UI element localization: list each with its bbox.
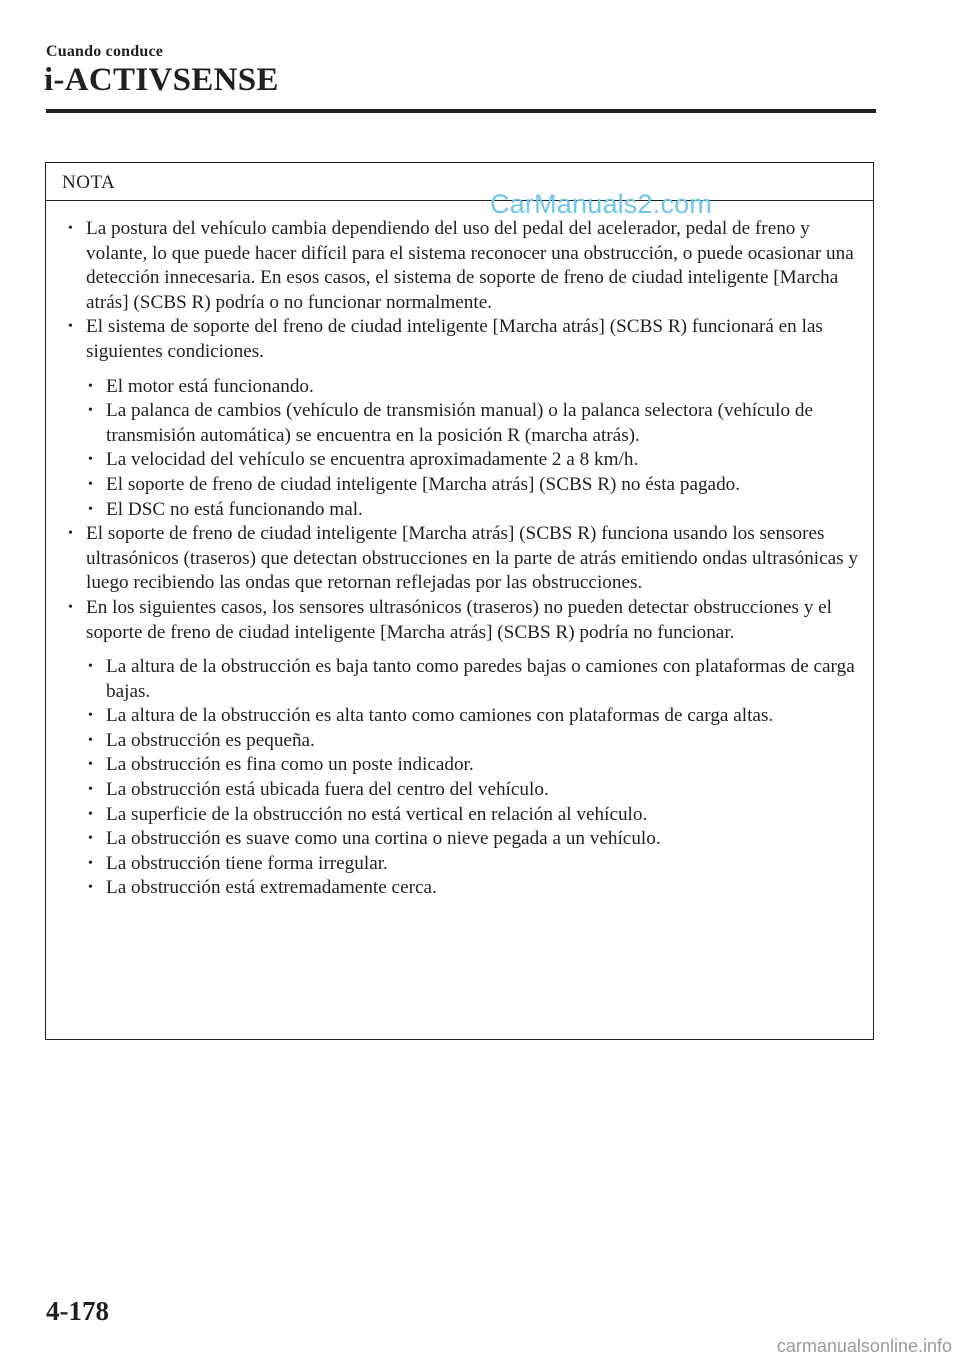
note-body [46, 201, 873, 901]
note-box [45, 162, 874, 1040]
sub-bullet: • La obstrucción es suave como una cortina o nieve pegada a un vehículo. [86, 827, 859, 852]
note-bullet-2 [68, 315, 859, 522]
carmanuals-watermark[interactable]: CarManuals2.com [490, 189, 713, 219]
sub-bullet: • La obstrucción es pequeña. [86, 729, 859, 754]
obstruction-cases-sub-list [86, 655, 859, 901]
note-bullet-list [68, 217, 859, 901]
sub-bullet: • El motor está funcionando. [86, 375, 859, 400]
note-bullet-1 [68, 217, 859, 315]
sub-bullet: • La altura de la obstrucción es baja tanto como paredes bajas o camiones con plataformas de carga bajas. [86, 655, 859, 704]
note-bullet-3 [68, 522, 859, 596]
conditions-sub-list [86, 375, 859, 523]
sub-bullet: • La velocidad del vehículo se encuentra aproximadamente 2 a 8 km/h. [86, 448, 859, 473]
sub-bullet: • La superficie de la obstrucción no está vertical en relación al vehículo. [86, 803, 859, 828]
sub-bullet: • La obstrucción tiene forma irregular. [86, 852, 859, 877]
header-rule [46, 109, 876, 113]
sub-bullet: • La obstrucción está ubicada fuera del centro del vehículo. [86, 778, 859, 803]
section-label: Cuando conduce [46, 43, 164, 60]
note-heading: NOTA [46, 163, 873, 201]
note-bullet-text: El sistema de soporte del freno de ciudad inteligente [Marcha atrás] (SCBS R) funcionará en las siguientes condiciones. [86, 316, 823, 362]
sub-bullet: • La obstrucción es fina como un poste indicador. [86, 753, 859, 778]
note-bullet-4 [68, 596, 859, 901]
sub-bullet: • El soporte de freno de ciudad inteligente [Marcha atrás] (SCBS R) no ésta pagado. [86, 473, 859, 498]
sub-bullet: • La obstrucción está extremadamente cerca. [86, 876, 859, 901]
sub-bullet: • La altura de la obstrucción es alta tanto como camiones con plataformas de carga altas. [86, 704, 859, 729]
note-bullet-text: En los siguientes casos, los sensores ultrasónicos (traseros) no pueden detectar obstrucciones y el soporte de freno de ciudad inteligente [Marcha atrás] (SCBS R) podría no funcionar. [86, 596, 832, 643]
chapter-title: i-ACTIVSENSE [44, 62, 279, 98]
sub-bullet: • El DSC no está funcionando mal. [86, 498, 859, 523]
page-number: 4-178 [46, 1296, 109, 1326]
footer-watermark[interactable]: carmanualsonline.info [776, 1336, 952, 1356]
note-bullet-text: La postura del vehículo cambia dependiendo del uso del pedal del acelerador, pedal de freno y volante, lo que puede hacer difícil para el sistema reconocer una obstrucción, o puede ocasionar una detección innecesaria. En esos casos, el sistema de soporte de freno de ciudad inteligente [Marcha atrás] (SCBS R) podría o no funcionar normalmente. [86, 218, 854, 313]
note-bullet-text: El soporte de freno de ciudad inteligente [Marcha atrás] (SCBS R) funciona usando los sensores ultrasónicos (traseros) que detectan obstrucciones en la parte de atrás emitiendo ondas ultrasónicas y luego recibiendo las ondas que retornan reflejadas por las obstrucciones. [86, 523, 859, 594]
sub-bullet: • La palanca de cambios (vehículo de transmisión manual) o la palanca selectora (vehículo de transmisión automática) se encuentra en la posición R (marcha atrás). [86, 399, 859, 448]
